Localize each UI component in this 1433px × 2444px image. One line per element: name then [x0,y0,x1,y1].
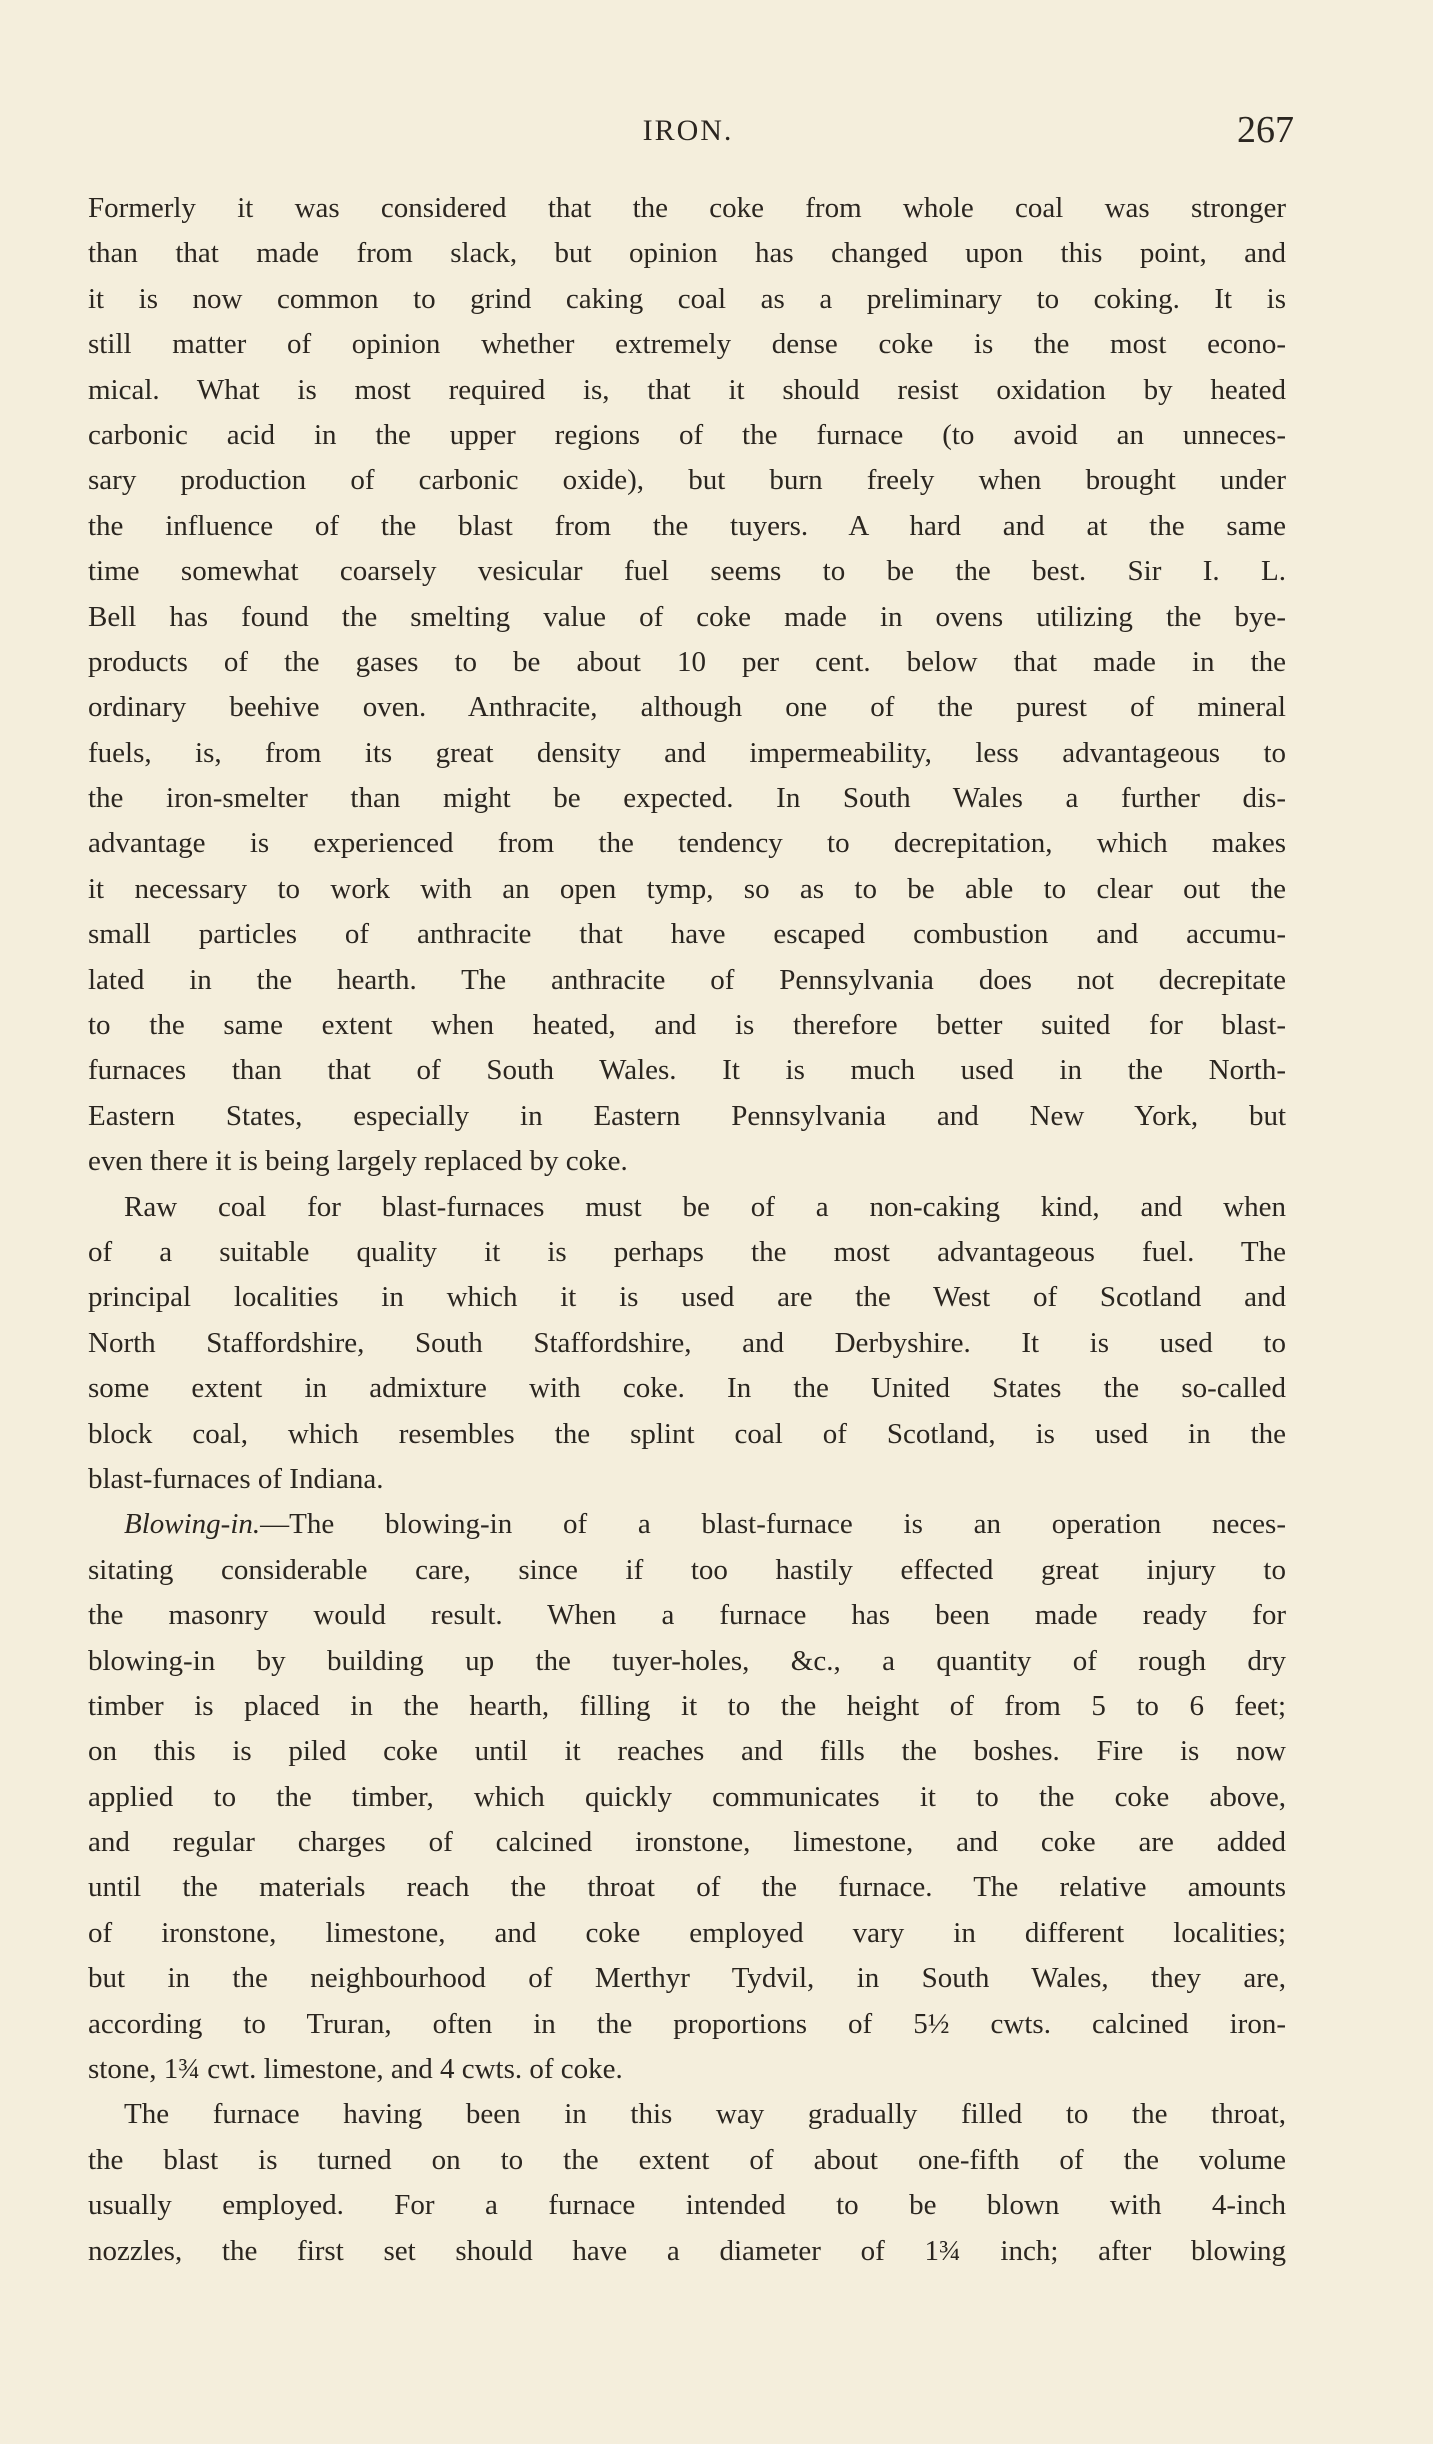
text-line [88,1457,1286,1502]
text-line [88,1275,1286,1320]
line-text: time somewhat coarsely vesicular fuel seems to be the best. Sir I. L. [88,555,1286,588]
text-line [88,1593,1286,1638]
text-line [88,867,1286,912]
text-line [88,1865,1286,1910]
line-text: principal localities in which it is used are the West of Scotland and [88,1281,1286,1314]
line-text: applied to the timber, which quickly communicates it to the coke above, [88,1780,1286,1813]
line-text: until the materials reach the throat of the furnace. The relative amounts [88,1871,1286,1904]
line-text: the iron-smelter than might be expected. In South Wales a further dis- [88,782,1286,815]
text-line [88,277,1286,322]
page-number: 267 [1237,109,1294,151]
text-line [88,2092,1286,2137]
line-text: The furnace having been in this way gradually filled to the throat, [124,2098,1286,2131]
text-line [88,1548,1286,1593]
text-line [88,458,1286,503]
line-text: small particles of anthracite that have escaped combustion and accumu- [88,918,1286,951]
line-text: sitating considerable care, since if too hastily effected great injury to [88,1553,1286,1586]
text-line [88,1321,1286,1366]
line-text: than that made from slack, but opinion has changed upon this point, and [88,237,1286,270]
text-line [88,368,1286,413]
section-heading: Blowing-in. [124,1508,261,1541]
text-line [88,231,1286,276]
text-line [88,1956,1286,2001]
line-text: it is now common to grind caking coal as a preliminary to coking. It is [88,282,1286,315]
text-line [88,1230,1286,1275]
text-line [88,776,1286,821]
text-line [88,1684,1286,1729]
line-text: on this is piled coke until it reaches and fills the boshes. Fire is now [88,1735,1286,1768]
page-header [88,108,1294,158]
line-text: mical. What is most required is, that it should resist oxidation by heated [88,373,1286,406]
text-line [88,2229,1286,2274]
text-line [88,504,1286,549]
line-text: of a suitable quality it is perhaps the most advantageous fuel. The [88,1235,1286,1268]
line-text: usually employed. For a furnace intended to be blown with 4-inch [88,2189,1286,2222]
line-text: according to Truran, often in the proportions of 5½ cwts. calcined iron- [88,2007,1286,2040]
line-text: sary production of carbonic oxide), but burn freely when brought under [88,464,1286,497]
text-line [88,1048,1286,1093]
text-line [88,1820,1286,1865]
text-line [88,731,1286,776]
text-line [88,1185,1286,1230]
text-line [88,2183,1286,2228]
line-text: ordinary beehive oven. Anthracite, although one of the purest of mineral [88,691,1286,724]
text-line [88,1139,1286,1184]
text-line [88,2002,1286,2047]
text-line [88,1094,1286,1139]
line-text: carbonic acid in the upper regions of the furnace (to avoid an unneces- [88,418,1286,451]
line-text: nozzles, the first set should have a diameter of 1¾ inch; after blowing [88,2234,1286,2267]
text-line [88,1502,1286,1547]
text-line [88,2047,1286,2092]
line-text: Raw coal for blast-furnaces must be of a non-caking kind, and when [124,1190,1286,1223]
line-text: the blast is turned on to the extent of about one-fifth of the volume [88,2143,1286,2176]
text-line [88,1412,1286,1457]
line-text: the influence of the blast from the tuyers. A hard and at the same [88,509,1286,542]
text-line [88,1003,1286,1048]
line-text: it necessary to work with an open tymp, so as to be able to clear out the [88,872,1286,905]
text-line [88,2138,1286,2183]
line-text: fuels, is, from its great density and impermeability, less advantageous to [88,736,1286,769]
line-text: block coal, which resembles the splint coal of Scotland, is used in the [88,1417,1286,1450]
text-line [88,322,1286,367]
line-text: Eastern States, especially in Eastern Pennsylvania and New York, but [88,1099,1286,1132]
body-text [88,186,1286,2274]
text-line [88,186,1286,231]
line-text: even there it is being largely replaced by coke. [88,1145,628,1178]
line-text: stone, 1¾ cwt. limestone, and 4 cwts. of coke. [88,2053,623,2086]
text-line [88,1639,1286,1684]
running-title: IRON. [642,114,734,147]
text-line [88,1366,1286,1411]
line-text: some extent in admixture with coke. In the United States the so-called [88,1372,1286,1405]
line-text: to the same extent when heated, and is therefore better suited for blast- [88,1009,1286,1042]
line-text: blowing-in by building up the tuyer-holes, &c., a quantity of rough dry [88,1644,1286,1677]
line-text: lated in the hearth. The anthracite of Pennsylvania does not decrepitate [88,963,1286,996]
text-line [88,958,1286,1003]
text-line [88,1729,1286,1774]
line-text: still matter of opinion whether extremely dense coke is the most econo- [88,328,1286,361]
text-line [88,640,1286,685]
line-text: timber is placed in the hearth, filling it to the height of from 5 to 6 feet; [88,1689,1286,1722]
line-text: Formerly it was considered that the coke from whole coal was stronger [88,192,1286,224]
text-line [88,413,1286,458]
line-text: advantage is experienced from the tendency to decrepitation, which makes [88,827,1286,860]
text-line [88,595,1286,640]
line-text: the masonry would result. When a furnace has been made ready for [88,1599,1286,1632]
line-text: of ironstone, limestone, and coke employed vary in different localities; [88,1916,1286,1949]
line-text: furnaces than that of South Wales. It is much used in the North- [88,1054,1286,1087]
line-text: and regular charges of calcined ironstone, limestone, and coke are added [88,1826,1286,1859]
text-line [88,1911,1286,1956]
text-line [88,821,1286,866]
line-text: but in the neighbourhood of Merthyr Tydvil, in South Wales, they are, [88,1962,1286,1995]
text-line [88,1775,1286,1820]
line-text: blast-furnaces of Indiana. [88,1462,384,1495]
line-text: Bell has found the smelting value of coke made in ovens utilizing the bye- [88,600,1286,633]
line-text: North Staffordshire, South Staffordshire, and Derbyshire. It is used to [88,1326,1286,1359]
text-line [88,912,1286,957]
text-line [88,685,1286,730]
text-line [88,549,1286,594]
line-text: products of the gases to be about 10 per cent. below that made in the [88,645,1286,678]
line-text: —The blowing-in of a blast-furnace is an operation neces- [260,1508,1286,1541]
